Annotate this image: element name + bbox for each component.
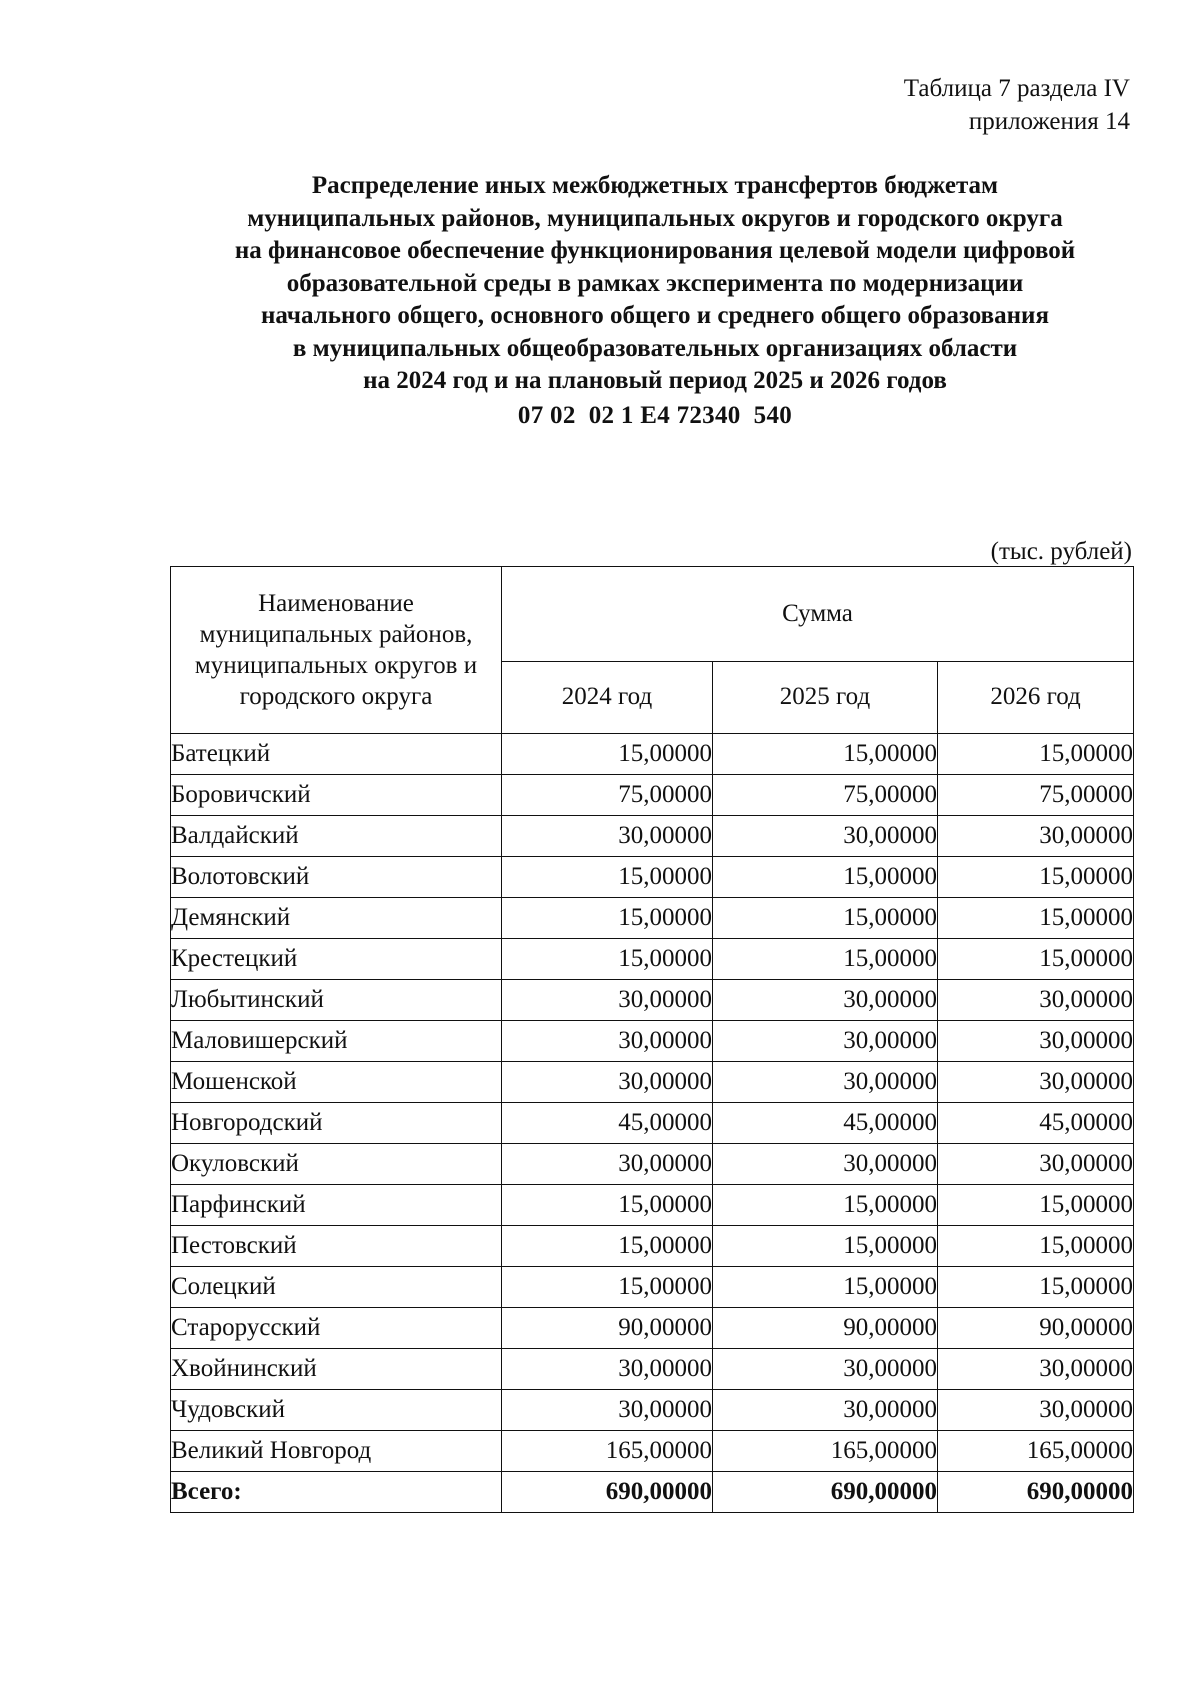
amount-2024: 75,00000: [502, 775, 713, 816]
amount-2024: 15,00000: [502, 1267, 713, 1308]
amount-2024: 30,00000: [502, 1144, 713, 1185]
amount-2026: 30,00000: [938, 1021, 1134, 1062]
table-reference: [904, 72, 1130, 138]
amount-2025: 30,00000: [713, 816, 938, 857]
transfers-table: [170, 566, 1134, 1513]
amount-2024: 15,00000: [502, 898, 713, 939]
municipality-name: Новгородский: [171, 1103, 502, 1144]
amount-2024: 30,00000: [502, 980, 713, 1021]
title-line: в муниципальных общеобразовательных организациях области: [292, 334, 1018, 362]
table-row: [171, 775, 1134, 816]
year-2026-header: 2026 год: [938, 661, 1134, 733]
amount-2025: 30,00000: [713, 1021, 938, 1062]
amount-2024: 15,00000: [502, 734, 713, 775]
total-2024: 690,00000: [502, 1472, 713, 1513]
municipality-name: Старорусский: [171, 1308, 502, 1349]
amount-2025: 75,00000: [713, 775, 938, 816]
reference-line-2: приложения 14: [968, 108, 1130, 135]
municipality-name: Демянский: [171, 898, 502, 939]
amount-2024: 15,00000: [502, 1226, 713, 1267]
table-row: [171, 939, 1134, 980]
amount-2026: 30,00000: [938, 980, 1134, 1021]
amount-2025: 15,00000: [713, 1267, 938, 1308]
table-row: [171, 1431, 1134, 1472]
amount-2024: 15,00000: [502, 939, 713, 980]
table-row: [171, 1144, 1134, 1185]
amount-2025: 15,00000: [713, 898, 938, 939]
amount-2026: 30,00000: [938, 1349, 1134, 1390]
table-row: [171, 1349, 1134, 1390]
amount-2024: 90,00000: [502, 1308, 713, 1349]
amount-2024: 15,00000: [502, 1185, 713, 1226]
amount-2026: 15,00000: [938, 1267, 1134, 1308]
amount-2025: 90,00000: [713, 1308, 938, 1349]
table-row: [171, 1062, 1134, 1103]
municipality-name: Волотовский: [171, 857, 502, 898]
total-label: Всего:: [171, 1472, 502, 1513]
municipality-name: Окуловский: [171, 1144, 502, 1185]
amount-2026: 165,00000: [938, 1431, 1134, 1472]
municipality-name: Мошенской: [171, 1062, 502, 1103]
year-2025-header: 2025 год: [713, 661, 938, 733]
table-row: [171, 857, 1134, 898]
amount-2025: 15,00000: [713, 939, 938, 980]
table-row: [171, 980, 1134, 1021]
units-label: (тыс. рублей): [990, 538, 1132, 565]
municipality-name: Батецкий: [171, 734, 502, 775]
amount-2024: 30,00000: [502, 1349, 713, 1390]
amount-2025: 15,00000: [713, 1185, 938, 1226]
amount-2026: 15,00000: [938, 898, 1134, 939]
title-line: начального общего, основного общего и среднего общего образования: [261, 302, 1049, 329]
amount-2026: 15,00000: [938, 857, 1134, 898]
table-body: [171, 734, 1134, 1513]
year-2024-header: 2024 год: [502, 661, 713, 733]
amount-2026: 75,00000: [938, 775, 1134, 816]
table-row: [171, 1185, 1134, 1226]
amount-2026: 15,00000: [938, 1226, 1134, 1267]
table-row: [171, 734, 1134, 775]
amount-2024: 45,00000: [502, 1103, 713, 1144]
amount-2025: 30,00000: [713, 1390, 938, 1431]
amount-2025: 30,00000: [713, 1062, 938, 1103]
amount-2025: 30,00000: [713, 1144, 938, 1185]
municipality-name: Крестецкий: [171, 939, 502, 980]
sum-column-header: Сумма: [502, 567, 1134, 662]
municipality-name: Хвойнинский: [171, 1349, 502, 1390]
title-line: на 2024 год и на плановый период 2025 и 2026 годов: [363, 367, 947, 394]
municipality-name: Великий Новгород: [171, 1431, 502, 1472]
table-row: [171, 1021, 1134, 1062]
total-row: [171, 1472, 1134, 1513]
title-line: на финансовое обеспечение функционирования целевой модели цифровой: [234, 237, 1076, 264]
amount-2025: 165,00000: [713, 1431, 938, 1472]
table-row: [171, 1267, 1134, 1308]
municipality-name: Боровичский: [171, 775, 502, 816]
amount-2024: 30,00000: [502, 1021, 713, 1062]
amount-2025: 45,00000: [713, 1103, 938, 1144]
amount-2026: 30,00000: [938, 1144, 1134, 1185]
table-row: [171, 898, 1134, 939]
amount-2024: 30,00000: [502, 816, 713, 857]
document-title: [150, 170, 1160, 398]
municipality-name: Солецкий: [171, 1267, 502, 1308]
amount-2024: 15,00000: [502, 857, 713, 898]
amount-2026: 15,00000: [938, 1185, 1134, 1226]
title-line: Распределение иных межбюджетных трансфертов бюджетам: [311, 172, 999, 199]
title-line: муниципальных районов, муниципальных округов и городского округа: [247, 204, 1063, 232]
amount-2026: 45,00000: [938, 1103, 1134, 1144]
amount-2024: 165,00000: [502, 1431, 713, 1472]
municipality-name: Любытинский: [171, 980, 502, 1021]
amount-2026: 30,00000: [938, 816, 1134, 857]
amount-2026: 15,00000: [938, 939, 1134, 980]
amount-2025: 15,00000: [713, 857, 938, 898]
municipality-name: Пестовский: [171, 1226, 502, 1267]
municipality-name: Парфинский: [171, 1185, 502, 1226]
total-2025: 690,00000: [713, 1472, 938, 1513]
budget-code: 07 02 02 1 E4 72340 540: [517, 402, 793, 429]
amount-2026: 15,00000: [938, 734, 1134, 775]
amount-2024: 30,00000: [502, 1062, 713, 1103]
municipality-name: Маловишерский: [171, 1021, 502, 1062]
amount-2025: 30,00000: [713, 1349, 938, 1390]
amount-2024: 30,00000: [502, 1390, 713, 1431]
municipality-column-header: Наименование муниципальных районов, муниципальных округов и городского округа: [171, 567, 502, 734]
amount-2026: 30,00000: [938, 1062, 1134, 1103]
amount-2026: 30,00000: [938, 1390, 1134, 1431]
table-row: [171, 1308, 1134, 1349]
title-line: образовательной среды в рамках эксперимента по модернизации: [286, 269, 1024, 297]
municipality-name: Валдайский: [171, 816, 502, 857]
amount-2025: 15,00000: [713, 734, 938, 775]
amount-2025: 15,00000: [713, 1226, 938, 1267]
reference-line-1: Таблица 7 раздела IV: [903, 75, 1130, 102]
table-row: [171, 1390, 1134, 1431]
amount-2025: 30,00000: [713, 980, 938, 1021]
table-row: [171, 1226, 1134, 1267]
total-2026: 690,00000: [938, 1472, 1134, 1513]
table-row: [171, 1103, 1134, 1144]
municipality-name: Чудовский: [171, 1390, 502, 1431]
table-row: [171, 816, 1134, 857]
amount-2026: 90,00000: [938, 1308, 1134, 1349]
